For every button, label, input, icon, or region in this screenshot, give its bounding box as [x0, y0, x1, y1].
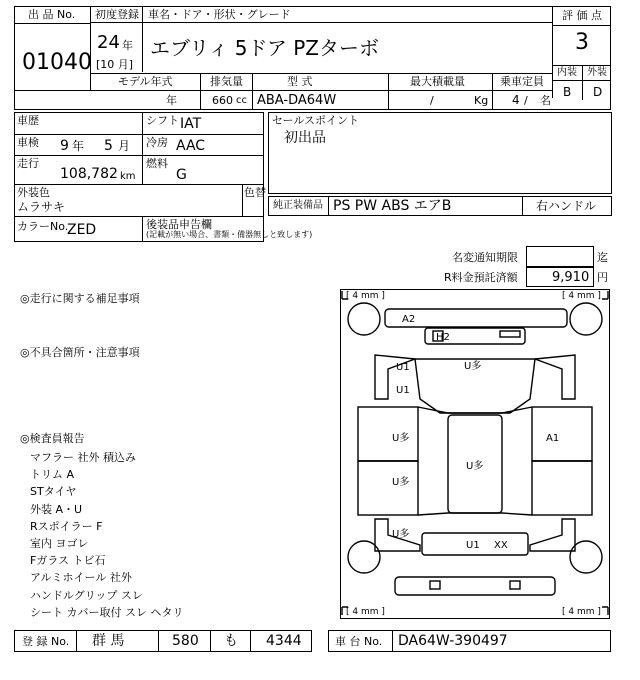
- inspector-line: シート カバー取付 スレ ヘタリ: [30, 605, 184, 619]
- reg-area: 群 馬: [92, 633, 125, 649]
- handle: 右ハンドル: [536, 199, 597, 213]
- inspection-month: 5: [104, 138, 113, 154]
- tire-rl-label: [ 4 mm ]: [346, 607, 385, 617]
- inspector-line: STタイヤ: [30, 485, 77, 499]
- ac-label: 冷房: [146, 136, 168, 149]
- inspector-line: 外装 A・U: [30, 502, 83, 516]
- code-left-rear-door: U多: [392, 477, 410, 488]
- capacity-sep: /: [524, 94, 528, 107]
- right-front-door: [532, 407, 592, 461]
- fuel-label: 燃料: [146, 157, 168, 170]
- chassis-number: DA64W-390497: [398, 633, 508, 649]
- tire-rr-label: [ 4 mm ]: [562, 607, 601, 617]
- reg-class: 580: [172, 633, 199, 649]
- inspection-month-unit: 月: [118, 139, 131, 153]
- exterior-label: 外装: [587, 67, 607, 78]
- name-change-unit: 迄: [597, 251, 608, 264]
- first-reg-year: 24: [97, 32, 120, 53]
- inspector-line: Fガラス トビ石: [30, 554, 106, 568]
- inspector-label: ◎検査員報告: [20, 432, 85, 445]
- name-change-label: 名変通知期限: [452, 251, 518, 264]
- defects-label: ◎不具合箇所・注意事項: [20, 346, 140, 359]
- shift-label: シフト: [146, 114, 179, 127]
- score-label: 評 価 点: [562, 9, 602, 22]
- tire-fr-label: [ 4 mm ]: [562, 291, 601, 301]
- shift: IAT: [180, 116, 202, 132]
- history-label: 車歴: [17, 114, 39, 127]
- color-change-label: 色替: [244, 186, 266, 199]
- reg-number: 4344: [266, 633, 302, 649]
- max-load-unit: Kg: [474, 94, 489, 107]
- inspector-line: Rスポイラー F: [30, 519, 103, 533]
- sales-point-label: セールスポイント: [272, 114, 360, 127]
- ac: AAC: [176, 138, 206, 154]
- code-left-fender-1: U1: [396, 362, 410, 373]
- inspector-line: アルミホイール 社外: [30, 571, 132, 585]
- mileage: 108,782: [60, 166, 118, 182]
- reg-no-label: 登 録 No.: [22, 635, 70, 648]
- code-rear-1: U1: [466, 540, 480, 551]
- exterior-color: ムラサキ: [17, 200, 66, 214]
- chassis-label: 車 台 No.: [335, 635, 383, 648]
- inspector-line: 室内 ヨゴレ: [30, 537, 89, 550]
- inspector-line: ハンドルグリップ スレ: [30, 588, 143, 602]
- displacement-unit: cc: [236, 95, 247, 106]
- lot-no: 01040: [22, 50, 92, 75]
- lot-no-label: 出 品 No.: [28, 8, 76, 21]
- right-fender: [535, 355, 575, 399]
- fuel: G: [176, 167, 187, 183]
- score: 3: [575, 30, 589, 55]
- car-name: エブリィ 5ドア PZターボ: [150, 36, 380, 60]
- code-left-front-door: U多: [392, 433, 410, 444]
- recycle-label: R料金預託済額: [444, 271, 518, 284]
- tire-front-right: [570, 303, 602, 335]
- car-diagram-svg: [340, 289, 610, 619]
- max-load-label: 最大積載量: [410, 75, 465, 88]
- code-left-fender-2: U1: [396, 385, 410, 396]
- first-reg-month: [10 月]: [96, 58, 134, 71]
- right-rear-door: [532, 461, 592, 515]
- type-label: 型 式: [287, 75, 313, 88]
- exterior-color-label: 外装色: [17, 186, 50, 199]
- genuine-equip-label: 純正装備品: [273, 200, 323, 211]
- code-hood: U多: [464, 361, 482, 372]
- interior-label: 内装: [557, 67, 577, 78]
- code-roof: U多: [466, 461, 484, 472]
- aftermarket-label: 後装品申告欄: [146, 218, 212, 231]
- tire-bracket-fr: [602, 291, 608, 299]
- year-unit: 年: [122, 39, 133, 52]
- capacity-unit: 名: [540, 94, 551, 107]
- model-year-label: モデル年式: [118, 75, 173, 88]
- displacement: 660: [212, 94, 233, 107]
- car-name-label: 車名・ドア・形状・グレード: [148, 8, 291, 21]
- inspection-year-unit: 年: [72, 139, 85, 153]
- capacity: 4: [512, 93, 520, 107]
- inspection-year: 9: [60, 138, 69, 154]
- color-no: ZED: [67, 222, 97, 238]
- inspection-label: 車検: [17, 136, 39, 149]
- code-right-front-door: A1: [546, 433, 560, 444]
- reg-kana: も: [224, 633, 238, 649]
- tire-fl-label: [ 4 mm ]: [346, 291, 385, 301]
- code-left-quarter: U多: [392, 529, 410, 540]
- genuine-equip: PS PW ABS エアB: [333, 198, 452, 214]
- rear-bumper: [395, 577, 555, 595]
- inspector-line: トリム A: [30, 468, 75, 482]
- inspector-line: マフラー 社外 積込み: [30, 451, 136, 464]
- name-change-box: [526, 246, 594, 267]
- capacity-label: 乗車定員: [500, 75, 544, 88]
- diagram-labels: [346, 291, 601, 617]
- right-quarter: [530, 519, 575, 551]
- sales-point: 初出品: [284, 130, 326, 146]
- left-rear-door: [358, 461, 418, 515]
- recycle-unit: 円: [597, 271, 608, 284]
- model-year-unit: 年: [166, 94, 177, 107]
- code-grille: H2: [436, 332, 450, 343]
- exterior-score: D: [593, 85, 603, 99]
- aftermarket-note: (記載が無い場合、書類・備器無しと致します): [146, 230, 313, 239]
- code-rear-2: XX: [494, 540, 508, 551]
- mileage-unit: km: [120, 171, 136, 182]
- color-no-label: カラーNo.: [17, 220, 69, 233]
- tire-front-left: [348, 303, 380, 335]
- recycle-value: 9,910: [552, 270, 590, 285]
- interior-score: B: [563, 85, 572, 99]
- type: ABA-DA64W: [257, 93, 337, 108]
- first-reg-label: 初度登録: [95, 8, 139, 21]
- max-load-sep: /: [430, 94, 434, 107]
- code-front-bumper: A2: [402, 314, 416, 325]
- mileage-label: 走行: [17, 157, 39, 170]
- driving-notes-label: ◎走行に関する補足事項: [20, 292, 140, 305]
- displacement-label: 排気量: [210, 75, 243, 88]
